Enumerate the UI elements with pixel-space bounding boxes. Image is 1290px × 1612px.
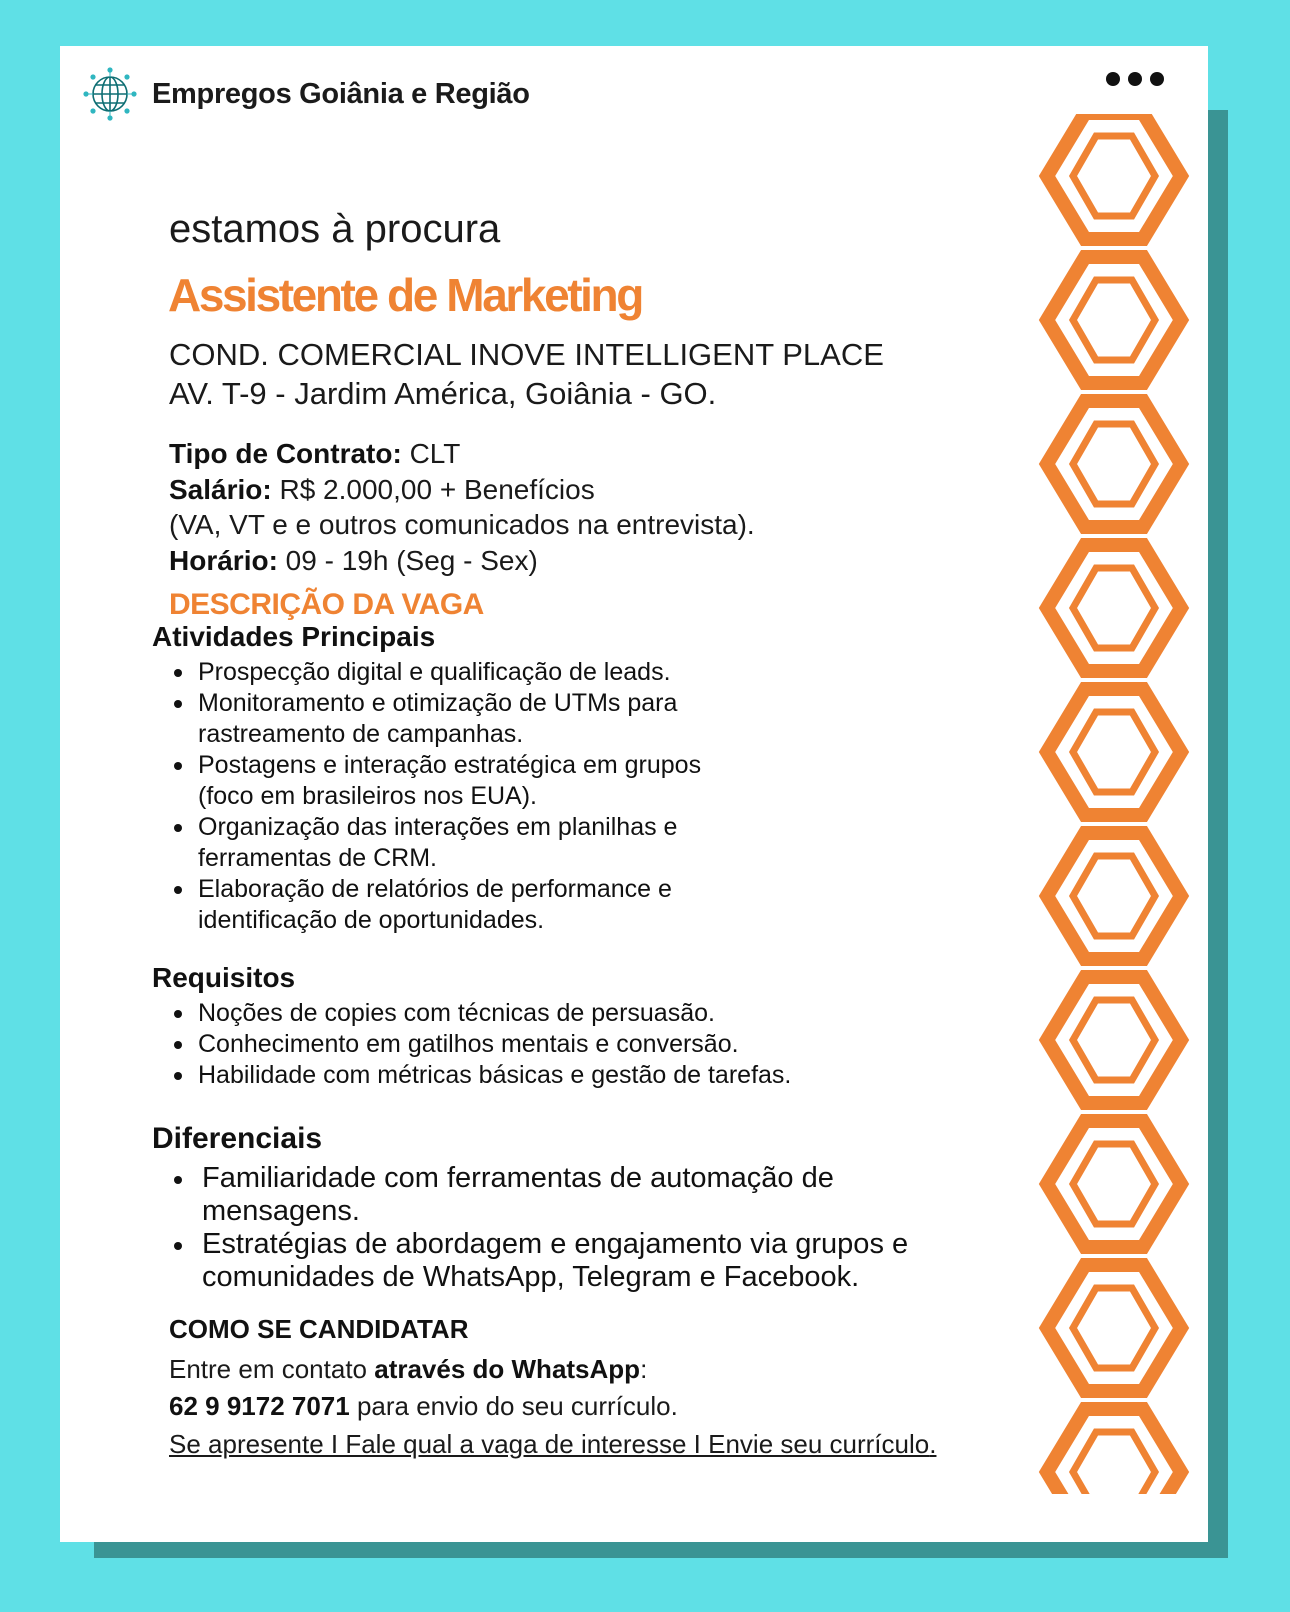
- list-item-line: mensagens.: [202, 1195, 360, 1227]
- list-item-line: comunidades de WhatsApp, Telegram e Facebook.: [202, 1261, 860, 1293]
- list-item: Conhecimento em gatilhos mentais e conversão.: [195, 1029, 791, 1060]
- hexagon-pattern-decoration: [1038, 114, 1190, 1494]
- differentials-heading: Diferenciais: [152, 1122, 323, 1155]
- list-item-line: Organização das interações em planilhas e: [198, 813, 678, 841]
- job-post-card: [60, 46, 1208, 1542]
- list-item-line: Monitoramento e otimização de UTMs para: [198, 689, 678, 717]
- list-item: [195, 750, 701, 812]
- description-heading: DESCRIÇÃO DA VAGA: [169, 588, 484, 621]
- requirements-heading: Requisitos: [152, 962, 296, 993]
- address-line-2: AV. T-9 - Jardim América, Goiânia - GO.: [169, 376, 717, 411]
- activities-heading: Atividades Principais: [152, 621, 436, 652]
- dot: [1150, 72, 1164, 86]
- contract-value: CLT: [401, 438, 461, 469]
- list-item-line: Estratégias de abordagem e engajamento via grupos e: [202, 1228, 909, 1260]
- list-item-line: identificação de oportunidades.: [198, 906, 545, 934]
- hours-label: Horário:: [169, 544, 278, 576]
- globe-network-icon: [80, 64, 140, 124]
- address: [169, 335, 884, 413]
- address-line-1: COND. COMERCIAL INOVE INTELLIGENT PLACE: [169, 337, 884, 372]
- benefits-row: (VA, VT e e outros comunicados na entrevista).: [169, 509, 755, 540]
- hours-row: [169, 543, 755, 579]
- requirements-list: [195, 998, 791, 1091]
- more-dots-icon[interactable]: [1106, 72, 1164, 86]
- brand-name[interactable]: Empregos Goiânia e Região: [152, 77, 530, 110]
- job-terms: [169, 436, 755, 578]
- dot: [1128, 72, 1142, 86]
- list-item: [195, 1162, 908, 1228]
- list-item-line: Prospecção digital e qualificação de leads.: [198, 658, 671, 686]
- contract-row: [169, 436, 755, 472]
- hours-value: 09 - 19h (Seg - Sex): [277, 544, 538, 576]
- list-item-line: (foco em brasileiros nos EUA).: [198, 782, 538, 810]
- list-item: [195, 688, 701, 750]
- list-item-line: Elaboração de relatórios de performance e: [198, 875, 672, 903]
- list-item: Noções de copies com técnicas de persuasão.: [195, 998, 791, 1029]
- dot: [1106, 72, 1120, 86]
- apply-instructions[interactable]: [169, 1429, 936, 1460]
- salary-label: Salário:: [169, 473, 272, 505]
- list-item: [195, 1228, 908, 1294]
- salary-row: [169, 472, 755, 508]
- list-item: [195, 657, 701, 688]
- apply-phone-line: [169, 1391, 678, 1422]
- apply-contact-line: [169, 1354, 647, 1385]
- list-item-line: ferramentas de CRM.: [198, 844, 437, 872]
- apply-heading: COMO SE CANDIDATAR: [169, 1314, 469, 1344]
- differentials-list: [195, 1162, 908, 1294]
- contract-label: Tipo de Contrato:: [169, 438, 402, 469]
- brand-header[interactable]: [80, 64, 530, 124]
- list-item-line: Familiaridade com ferramentas de automação de: [202, 1162, 834, 1194]
- activities-list: [195, 657, 701, 936]
- list-item: Habilidade com métricas básicas e gestão de tarefas.: [195, 1060, 791, 1091]
- apply-instructions-text[interactable]: Se apresente I Fale qual a vaga de interesse I Envie seu currículo: [169, 1429, 930, 1459]
- apply-text: para envio do seu currículo.: [349, 1391, 678, 1421]
- salary-value: R$ 2.000,00 + Benefícios: [271, 473, 595, 505]
- apply-text: Entre em contato: [169, 1354, 375, 1384]
- list-item: [195, 874, 701, 936]
- list-item-line: rastreamento de campanhas.: [198, 720, 524, 748]
- phone-number[interactable]: 62 9 9172 7071: [169, 1391, 350, 1421]
- lead-text: estamos à procura: [169, 207, 501, 251]
- apply-instructions-end: .: [929, 1429, 937, 1459]
- apply-whatsapp: através do WhatsApp: [374, 1354, 641, 1384]
- apply-text: :: [640, 1354, 648, 1384]
- job-title: Assistente de Marketing: [168, 269, 642, 321]
- list-item-line: Postagens e interação estratégica em grupos: [198, 751, 702, 779]
- list-item: [195, 812, 701, 874]
